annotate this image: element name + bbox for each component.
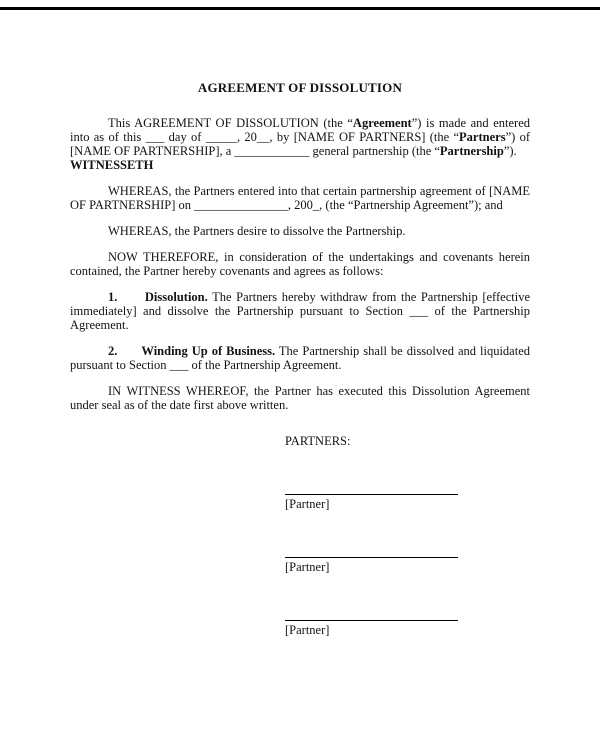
document-title: AGREEMENT OF DISSOLUTION: [197, 80, 403, 95]
signature-line: [285, 545, 458, 558]
signature-partner-label: [Partner]: [285, 497, 330, 511]
paragraph-winding-up: 2. Winding Up of Business. The Partnership shall be dissolved and liquidated pursuant to Section ___ of the Partnership Agreement.: [70, 344, 530, 372]
signature-heading: PARTNERS:: [285, 434, 351, 448]
signature-partner-label: [Partner]: [285, 560, 330, 574]
signature-partner-label: [Partner]: [285, 623, 330, 637]
signature-line: [285, 482, 458, 495]
paragraph-whereas-1: WHEREAS, the Partners entered into that certain partnership agreement of [NAME OF PARTNERSHIP] on _______________, 200_, (the “Partnership Agreement”); and: [70, 184, 530, 212]
signature-block: [285, 482, 530, 511]
paragraph-intro: This AGREEMENT OF DISSOLUTION (the “Agreement”) is made and entered into as of this ___ day of _____, 20__, by [NAME OF PARTNERS] (the “Partners”) of [NAME OF PARTNERSHIP], a ____________ general partnership (the “Partnership”).: [70, 116, 531, 158]
paragraph-in-witness: IN WITNESS WHEREOF, the Partner has executed this Dissolution Agreement under seal as of the date first above written.: [70, 384, 530, 412]
paragraph-now-therefore: NOW THEREFORE, in consideration of the undertakings and covenants herein contained, the Partner hereby covenants and agrees as follows:: [70, 250, 530, 278]
paragraph-whereas-2: WHEREAS, the Partners desire to dissolve the Partnership.: [108, 224, 406, 238]
signature-block: [285, 545, 530, 574]
paragraph-dissolution: 1. Dissolution. The Partners hereby withdraw from the Partnership [effective immediately] and dissolve the Partnership pursuant to Section ___ of the Partnership Agreement.: [70, 290, 530, 332]
witnesseth-heading: WITNESSETH: [70, 158, 154, 172]
signature-line: [285, 608, 458, 621]
signature-block: [285, 608, 530, 637]
top-border-rule: [0, 7, 600, 10]
